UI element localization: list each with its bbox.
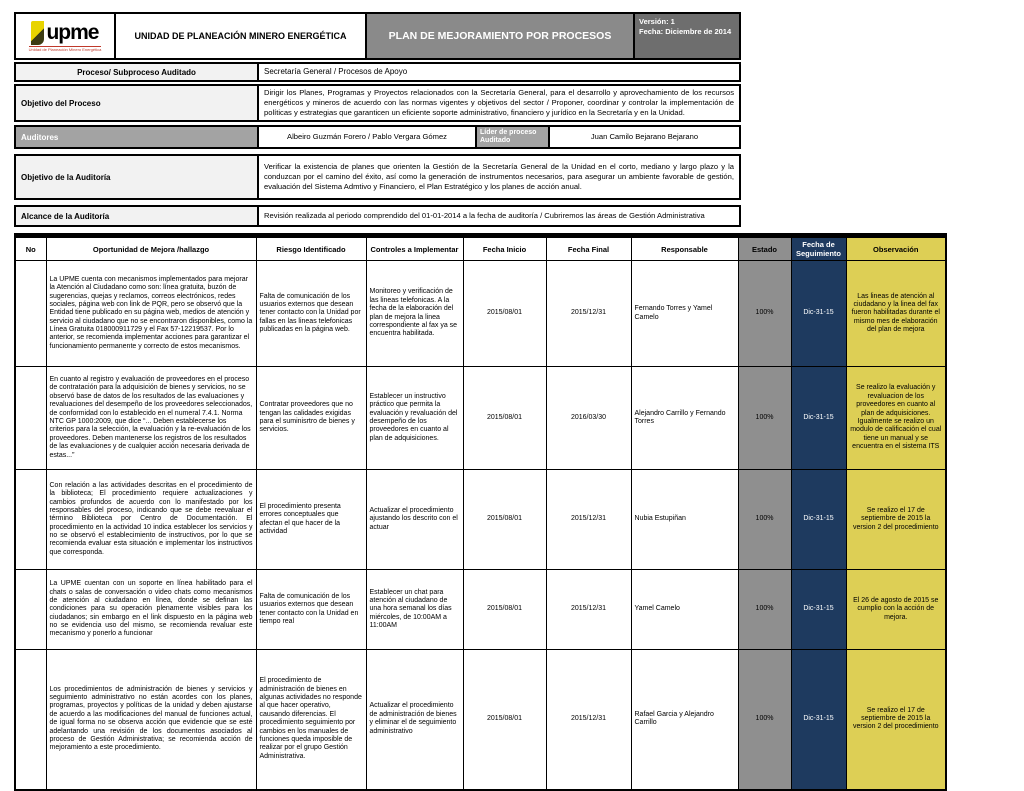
header-observacion: Observación: [846, 236, 946, 261]
organization-name: UNIDAD DE PLANEACIÓN MINERO ENERGÉTICA: [116, 14, 367, 58]
header-oportunidad: Oportunidad de Mejora /hallazgo: [46, 236, 256, 261]
cell-controles: Actualizar el procedimiento de administración de bienes y eliminar el de seguimiento administrativo: [366, 650, 463, 790]
date-line: Fecha: Diciembre de 2014: [639, 26, 732, 36]
cell-fecha-inicio: 2015/08/01: [463, 650, 546, 790]
cell-riesgo: El procedimiento presenta errores conceptuales que afectan el que hacer de la actividad: [256, 470, 366, 570]
header-responsable: Responsable: [631, 236, 738, 261]
cell-fecha-final: 2015/12/31: [546, 261, 631, 367]
version-box: [635, 14, 739, 58]
cell-fecha-inicio: 2015/08/01: [463, 261, 546, 367]
auditores-label: Auditores: [16, 127, 259, 147]
cell-fecha-seguimiento: Dic-31-15: [791, 367, 846, 470]
table-row: [15, 367, 946, 470]
cell-fecha-inicio: 2015/08/01: [463, 570, 546, 650]
row-auditores: [14, 125, 741, 149]
cell-estado: 100%: [738, 261, 791, 367]
document-header: [14, 12, 741, 60]
header-fecha-seguimiento: Fecha de Seguimiento: [791, 236, 846, 261]
cell-oportunidad: En cuanto al registro y evaluación de proveedores en el proceso de contratación para la adquisición de bienes y servicios, no se observó base de datos de los resultados de las evaluaciones y revaluaciones del desempeño de los proveedores seleccionados, de conformidad con lo establecido en el numeral 7.4.1. Norma NTC GP 1000:2009, que dice “... Deben establecerse los criterios para la selección, la evaluación y la re-evaluación de los proveedores. Deben mantenerse los registros de los resultados de las evaluaciones y de cualquier acción necesaria derivada de estas...”: [46, 367, 256, 470]
objetivo-proceso-label: Objetivo del Proceso: [16, 86, 259, 120]
cell-estado: 100%: [738, 470, 791, 570]
logo-text: upme: [46, 21, 99, 44]
header-fecha-final: Fecha Final: [546, 236, 631, 261]
improvement-plan-table: [14, 233, 947, 791]
cell-oportunidad: La UPME cuenta con mecanismos implementados para mejorar la Atención al Ciudadano como son: línea gratuita, buzón de sugerencias, quejas y reclamos, correos electrónicos, redes sociales, página web con link de PQR, pero se observó que la Entidad tiene publicado en su página web, medios de atención y servicio al ciudadano que no se encontraron disponibles, como la Línea Gratuita 018000911729 y el Fax 57-12219537. Por lo anterior, se recomienda implementar acciones para garantizar el funcionamiento permanente y correcto de estos mecanismos.: [46, 261, 256, 367]
document-title: PLAN DE MEJORAMIENTO POR PROCESOS: [367, 14, 635, 58]
row-proceso: [14, 62, 741, 82]
cell-observacion: Se realizo el 17 de septiembre de 2015 la version 2 del procedimiento: [846, 470, 946, 570]
cell-controles: Monitoreo y verificación de las lineas telefonicas. A la fecha de la elaboración del plan de mejora la linea correspondiente al fax ya se encuentra habilitada.: [366, 261, 463, 367]
upme-logo: [16, 14, 116, 58]
cell-no: [15, 470, 46, 570]
cell-no: [15, 570, 46, 650]
table-row: [15, 650, 946, 790]
cell-fecha-final: 2015/12/31: [546, 470, 631, 570]
cell-riesgo: Falta de comunicación de los usuarios externos que desean tener contacto con la Unidad por fallas en las lineas telefonicas publicadas en la página web.: [256, 261, 366, 367]
alcance-value: Revisión realizada al periodo comprendido del 01-01-2014 a la fecha de auditoría / Cubriremos las áreas de Gestión Administrativa: [264, 211, 705, 221]
cell-fecha-final: 2015/12/31: [546, 650, 631, 790]
objetivo-auditoria-value: Verificar la existencia de planes que orienten la Gestión de la Secretaría General de la Unidad en el corto, mediano y largo plazo y la conduzcan por el camino del éxito, así como la generación de instrumentos necesarios, para asegurar un ambiente favorable de gestión, evaluación del Sistema Admtivo y Financiero, el Plan Estratégico y los planes de acción anual.: [264, 162, 734, 191]
cell-observacion: Las lineas de atención al ciudadano y la linea del fax fueron habilitadas durante el mismo mes de elaboración del plan de mejora: [846, 261, 946, 367]
cell-observacion: El 26 de agosto de 2015 se cumplio con la acción de mejora.: [846, 570, 946, 650]
cell-no: [15, 367, 46, 470]
row-alcance: [14, 205, 741, 227]
cell-estado: 100%: [738, 650, 791, 790]
table-row: [15, 570, 946, 650]
cell-controles: Establecer un instructivo práctico que permita la evaluación y revaluación del desempeño de los proveedores en cuanto al plan de adquisiciones.: [366, 367, 463, 470]
header-no: No: [15, 236, 46, 261]
cell-riesgo: El procedimiento de administración de bienes en algunas actividades no responde al que hacer operativo, causando diferencias. El procedimiento seguimiento por cambios en los manuales de funciones queda imposible de realizar por el grupo Gestión Administrativa.: [256, 650, 366, 790]
cell-no: [15, 650, 46, 790]
cell-controles: Actualizar el procedimiento ajustando los descrito con el actuar: [366, 470, 463, 570]
cell-fecha-seguimiento: Dic-31-15: [791, 650, 846, 790]
cell-estado: 100%: [738, 367, 791, 470]
objetivo-auditoria-label: Objetivo de la Auditoría: [16, 156, 259, 198]
cell-controles: Establecer un chat para atención al ciudadano de una hora semanal los días miércoles, de 10:00AM a 11:00AM: [366, 570, 463, 650]
table-row: [15, 470, 946, 570]
cell-fecha-final: 2015/12/31: [546, 570, 631, 650]
cell-observacion: Se realizo el 17 de septiembre de 2015 la version 2 del procedimiento: [846, 650, 946, 790]
cell-oportunidad: La UPME cuentan con un soporte en línea habilitado para el chats o salas de conversación o video chats como mecanismos de atención al ciudadano en línea, donde se definan las condiciones para su operación plenamente visibles para los ciudadanos; sin embargo en el link dispuesto en la página web no se evidencia uso del mismo, se recomienda revaluar este mecanismo y ponerlo a funcionar: [46, 570, 256, 650]
proceso-value: Secretaría General / Procesos de Apoyo: [264, 66, 408, 76]
alcance-label: Alcance de la Auditoría: [16, 207, 259, 225]
cell-fecha-seguimiento: Dic-31-15: [791, 570, 846, 650]
table-row: [15, 261, 946, 367]
logo-tagline: Unidad de Planeación Minero Energética: [28, 46, 102, 52]
row-objetivo-auditoria: [14, 154, 741, 200]
lider-value: Juan Camilo Bejarano Bejarano: [590, 132, 699, 142]
cell-responsable: Yamel Camelo: [631, 570, 738, 650]
cell-fecha-inicio: 2015/08/01: [463, 367, 546, 470]
header-estado: Estado: [738, 236, 791, 261]
table-header-row: [15, 236, 946, 261]
objetivo-proceso-value: Dirigir los Planes, Programas y Proyectos relacionados con la Secretaría General, para el desarrollo y aprovechamiento de los recursos energéticos y mineros de acuerdo con las normas vigentes y objetivos del sector / Proponer, coordinar y controlar la implementación de políticas y estrategias que garanticen un eficiente soporte administrativo, financiero y jurídico en la Secretaría y en la Unidad.: [264, 88, 734, 117]
cell-responsable: Alejandro Carrillo y Fernando Torres: [631, 367, 738, 470]
auditores-value: Albeiro Guzmán Forero / Pablo Vergara Gómez: [259, 127, 477, 147]
cell-riesgo: Falta de comunicación de los usuarios externos que desean tener contacto con la Unidad en tiempo real: [256, 570, 366, 650]
cell-estado: 100%: [738, 570, 791, 650]
row-objetivo-proceso: [14, 84, 741, 122]
cell-fecha-final: 2016/03/30: [546, 367, 631, 470]
cell-oportunidad: Los procedimientos de administración de bienes y servicios y seguimiento administrativo no están acordes con los planes, programas, proyectos y políticas de la unidad y deben ajustarse de acuerdo a las modificaciones del manual de funciones actual, de igual forma no se observa acción que evidencie que se esté adelantando una revisión de los documentos asociados al proceso de Gestión Administrativa; se recomienda acción de mejoramiento a este procedimiento.: [46, 650, 256, 790]
upme-logo-icon: [31, 21, 44, 45]
header-controles: Controles a Implementar: [366, 236, 463, 261]
header-fecha-inicio: Fecha Inicio: [463, 236, 546, 261]
version-line: Versión: 1: [639, 17, 675, 26]
cell-fecha-inicio: 2015/08/01: [463, 470, 546, 570]
cell-responsable: Rafael Garcia y Alejandro Carrillo: [631, 650, 738, 790]
proceso-label: Proceso/ Subproceso Auditado: [16, 64, 259, 80]
cell-observacion: Se realizo la evaluación y revaluacion de los proveedores en cuanto al plan de adquisiciones. Igualmente se realizo un modulo de calificación el cual tiene un manual y se encuentra en el sistema ITS: [846, 367, 946, 470]
cell-responsable: Fernando Torres y Yamel Camelo: [631, 261, 738, 367]
cell-responsable: Nubia Estupiñan: [631, 470, 738, 570]
cell-riesgo: Contratar proveedores que no tengan las calidades exigidas para el suminisrtro de bienes y servicios.: [256, 367, 366, 470]
header-riesgo: Riesgo Identificado: [256, 236, 366, 261]
cell-fecha-seguimiento: Dic-31-15: [791, 261, 846, 367]
lider-label: Líder de proceso Auditado: [477, 127, 550, 147]
cell-fecha-seguimiento: Dic-31-15: [791, 470, 846, 570]
cell-oportunidad: Con relación a las actividades descritas en el procedimiento de la biblioteca; El procedimiento requiere actualizaciones y cambios profundos de acuerdo con lo manifestado por los responsables del proceso, indicando que se debe reevaluar el término Biblioteca por Centro de Documentación. El procedimiento en la actividad 10 indica establecer los servicios y no se observó el establecimiento de instructivos, por lo que se recomienda evaluar esta situación e implementar los instructivos que corresponda.: [46, 470, 256, 570]
cell-no: [15, 261, 46, 367]
